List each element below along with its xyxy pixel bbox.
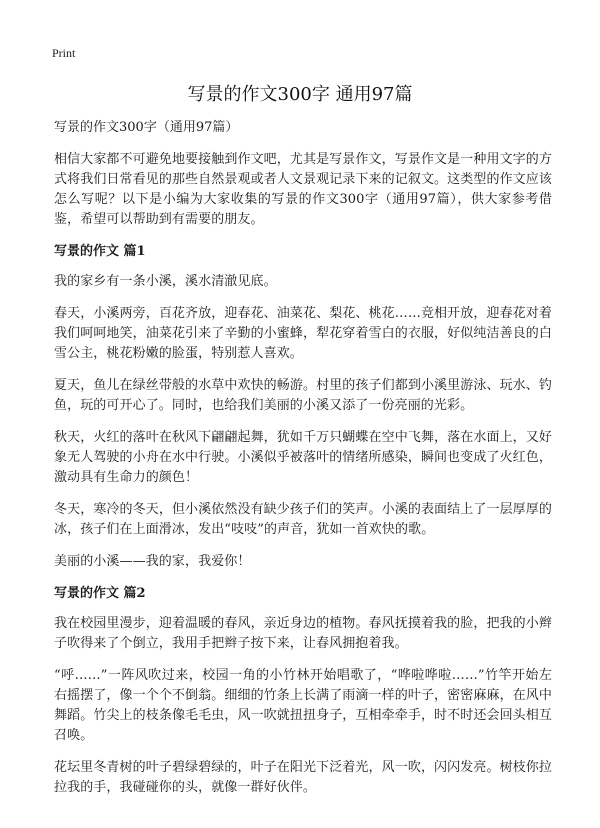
paragraph: 秋天，火红的落叶在秋风下翩翩起舞，犹如千万只蝴蝶在空中飞舞，落在水面上，又好象无人驾驶的小舟在水中行驶。小溪似乎被落叶的情绪所感染，瞬间也变成了火红色，激动具有生命力的颜色！: [54, 430, 552, 485]
paragraph: 春天，小溪两旁，百花齐放，迎春花、油菜花、梨花、桃花……竞相开放，迎春花对着我们呵呵地笑，油菜花引来了辛勤的小蜜蜂，犁花穿着雪白的衣服，好似纯洁善良的白雪公主，桃花粉嫩的脸蛋，特别惹人喜欢。: [54, 306, 552, 361]
paragraph: 夏天，鱼儿在绿丝带般的水草中欢快的畅游。村里的孩子们都到小溪里游泳、玩水、钓鱼，玩的可开心了。同时，也给我们美丽的小溪又添了一份亮丽的光彩。: [54, 378, 552, 413]
section-1: [54, 242, 552, 572]
section-heading: 写景的作文 篇2: [54, 586, 146, 601]
print-label: Print: [52, 46, 76, 60]
paragraph: 花坛里冬青树的叶子碧绿碧绿的，叶子在阳光下泛着光，风一吹，闪闪发亮。树枝你拉拉我的手，我碰碰你的头，就像一群好伙伴。: [54, 760, 552, 795]
page-title: 写景的作文300字 通用97篇: [187, 84, 413, 105]
paragraph: 我在校园里漫步，迎着温暖的春风，亲近身边的植物。春风抚摸着我的脸，把我的小辫子吹得来了个倒立，我用手把辫子按下来，让春风拥抱着我。: [54, 616, 552, 651]
document-body: [54, 118, 552, 810]
intro-paragraph: 相信大家都不可避免地要接触到作文吧，尤其是写景作文，写景作文是一种用文字的方式将我们日常看见的那些自然景观或者人文景观记录下来的记叙文。这类型的作文应该怎么写呢？以下是小编为大家收集的写景的作文300字（通用97篇），供大家参考借鉴，希望可以帮助到有需要的朋友。: [54, 152, 552, 227]
section-heading: 写景的作文 篇1: [54, 244, 146, 259]
paragraph: “呼……”一阵风吹过来，校园一角的小竹林开始唱歌了，“哗啦哗啦……”竹竿开始左右摇摆了，像一个个不倒翁。细细的竹条上长满了雨滴一样的叶子，密密麻麻，在风中舞蹈。竹尖上的枝条像毛毛虫，风一吹就扭扭身子，互相牵牵手，时不时还会回头相互召唤。: [54, 668, 552, 743]
paragraph: 我的家乡有一条小溪，溪水清澈见底。: [54, 274, 277, 289]
paragraph: 美丽的小溪——我的家，我爱你！: [54, 554, 251, 569]
section-2: [54, 584, 552, 798]
document-subtitle: 写景的作文300字（通用97篇）: [54, 120, 239, 135]
paragraph: 冬天，寒冷的冬天，但小溪依然没有缺少孩子们的笑声。小溪的表面结上了一层厚厚的冰，孩子们在上面滑冰，发出“吱吱”的声音，犹如一首欢快的歌。: [54, 502, 552, 537]
